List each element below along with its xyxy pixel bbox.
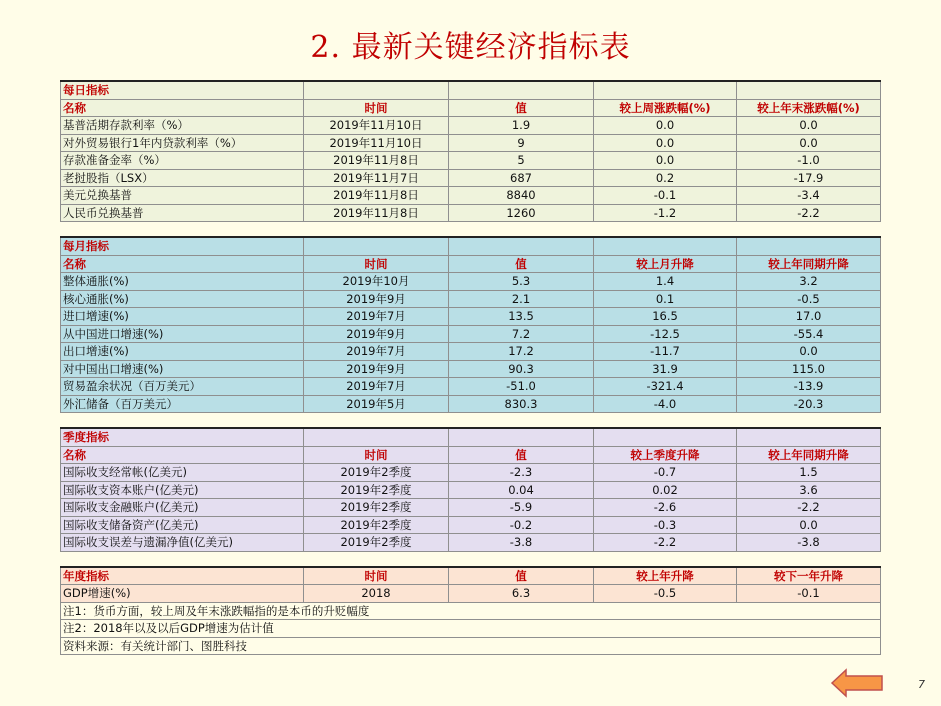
left-arrow-icon	[830, 668, 884, 698]
col-header-name: 名称	[61, 255, 304, 273]
col-header-qoq-change: 较上季度升降	[594, 446, 737, 464]
col-header-name: 名称	[61, 99, 304, 117]
table-row: GDP增速(%) 2018 6.3 -0.5 -0.1	[61, 585, 881, 603]
col-header-value: 值	[449, 255, 594, 273]
note-row	[61, 637, 881, 655]
table-row: 人民币兑换基普 2019年11月8日 1260 -1.2 -2.2	[61, 204, 881, 222]
daily-section-title: 每日指标	[61, 81, 304, 99]
table-row: 国际收支经常帐(亿美元) 2019年2季度 -2.3 -0.7 1.5	[61, 464, 881, 482]
table-row: 出口增速(%) 2019年7月 17.2 -11.7 0.0	[61, 343, 881, 361]
table-row: 从中国进口增速(%) 2019年9月 7.2 -12.5 -55.4	[61, 325, 881, 343]
col-header-time: 时间	[304, 99, 449, 117]
table-row: 国际收支金融账户(亿美元) 2019年2季度 -5.9 -2.6 -2.2	[61, 499, 881, 517]
col-header-time: 时间	[304, 446, 449, 464]
table-row: 存款准备金率（%） 2019年11月8日 5 0.0 -1.0	[61, 152, 881, 170]
col-header-value: 值	[449, 446, 594, 464]
page-number: 7	[918, 678, 925, 691]
note-row	[61, 620, 881, 638]
monthly-section-title: 每月指标	[61, 237, 304, 255]
col-header-time: 时间	[304, 255, 449, 273]
back-button[interactable]	[830, 668, 884, 698]
monthly-section	[61, 237, 881, 413]
col-header-yoy-change: 较上年同期升降	[737, 446, 881, 464]
table-row: 整体通胀(%) 2019年10月 5.3 1.4 3.2	[61, 273, 881, 291]
note-2: 注2：2018年以及以后GDP增速为估计值	[61, 620, 881, 638]
data-source: 资料来源：有关统计部门、图胜科技	[61, 637, 881, 655]
quarterly-section-title: 季度指标	[61, 428, 304, 446]
col-header-yoy-change: 较上年同期升降	[737, 255, 881, 273]
annual-section-title: 年度指标	[61, 567, 304, 585]
table-row: 外汇储备（百万美元） 2019年5月 830.3 -4.0 -20.3	[61, 395, 881, 413]
col-header-next-year-change: 较下一年升降	[737, 567, 881, 585]
table-row: 美元兑换基普 2019年11月8日 8840 -0.1 -3.4	[61, 187, 881, 205]
quarterly-section	[61, 428, 881, 551]
col-header-value: 值	[449, 99, 594, 117]
note-1: 注1：货币方面，较上周及年末涨跌幅指的是本币的升贬幅度	[61, 602, 881, 620]
table-row: 进口增速(%) 2019年7月 13.5 16.5 17.0	[61, 308, 881, 326]
col-header-ytd-change: 较上年末涨跌幅(%)	[737, 99, 881, 117]
notes-section	[61, 602, 881, 655]
table-row: 核心通胀(%) 2019年9月 2.1 0.1 -0.5	[61, 290, 881, 308]
table-row: 对中国出口增速(%) 2019年9月 90.3 31.9 115.0	[61, 360, 881, 378]
indicator-table	[60, 80, 880, 655]
daily-section	[61, 81, 881, 222]
col-header-name: 名称	[61, 446, 304, 464]
note-row	[61, 602, 881, 620]
table-row: 贸易盈余状况（百万美元） 2019年7月 -51.0 -321.4 -13.9	[61, 378, 881, 396]
col-header-mom-change: 较上月升降	[594, 255, 737, 273]
col-header-time: 时间	[304, 567, 449, 585]
table-row: 基普活期存款利率（%） 2019年11月10日 1.9 0.0 0.0	[61, 117, 881, 135]
table-row: 国际收支资本账户(亿美元) 2019年2季度 0.04 0.02 3.6	[61, 481, 881, 499]
col-header-value: 值	[449, 567, 594, 585]
table-row: 对外贸易银行1年内贷款利率（%） 2019年11月10日 9 0.0 0.0	[61, 134, 881, 152]
table-row: 老挝股指（LSX） 2019年11月7日 687 0.2 -17.9	[61, 169, 881, 187]
table-row: 国际收支误差与遗漏净值(亿美元) 2019年2季度 -3.8 -2.2 -3.8	[61, 534, 881, 552]
table-row: 国际收支储备资产(亿美元) 2019年2季度 -0.2 -0.3 0.0	[61, 516, 881, 534]
page-title: 2. 最新关键经济指标表	[310, 30, 631, 65]
annual-section	[61, 567, 881, 603]
col-header-prev-year-change: 较上年升降	[594, 567, 737, 585]
col-header-weekly-change: 较上周涨跌幅(%)	[594, 99, 737, 117]
